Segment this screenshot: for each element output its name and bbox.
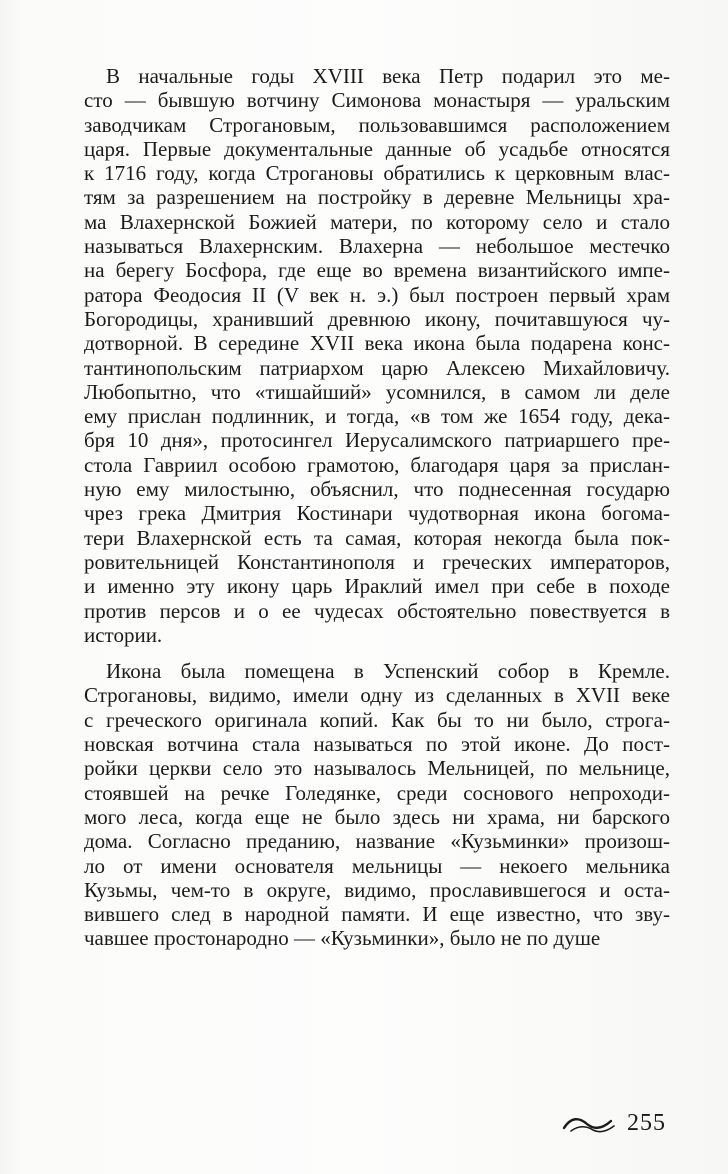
text-line: Кузьмы, чем-то в округе, видимо, прославившегося и оста-	[84, 877, 670, 902]
text-line: мого леса, когда еще не было здесь ни храма, ни барского	[84, 804, 670, 829]
text-line: Икона была помещена в Успенский собор в Кремле.	[106, 659, 670, 684]
text-line: новская вотчина стала называться по этой иконе. До пост-	[84, 732, 670, 757]
text-line: с греческого оригинала копий. Как бы то ни было, строга-	[84, 707, 670, 732]
text-line: В начальные годы XVIII века Петр подарил это ме-	[106, 64, 670, 88]
text-line: стоявшей на речке Голедянке, среди соснового непроходи-	[84, 780, 670, 805]
text-line: Богородицы, хранивший древнюю икону, почитавшуюся чу-	[84, 306, 670, 331]
text-line: Любопытно, что «тишайший» усомнился, в самом ли деле	[84, 379, 670, 404]
paragraph	[84, 659, 670, 951]
text-line: заводчикам Строгановым, пользовавшимся расположением	[84, 112, 670, 137]
text-line: стола Гавриил особою грамотою, благодаря царя за прислан-	[84, 452, 670, 477]
text-line: вившего след в народной памяти. И еще известно, что зву-	[84, 902, 670, 927]
text-line: называться Влахернским. Влахерна — небольшое местечко	[84, 234, 670, 259]
text-line: тям за разрешением на постройку в деревне Мельницы хра-	[84, 185, 670, 210]
paragraph	[84, 64, 670, 647]
text-line: чавшее простонародно — «Кузьминки», было не по душе	[84, 926, 601, 951]
tilde-flourish-icon	[561, 1113, 617, 1135]
text-line: ма Влахернской Божией матери, по которому село и стало	[84, 209, 670, 234]
text-line: дома. Согласно преданию, название «Кузьминки» произош-	[84, 829, 670, 854]
text-line: тери Влахернской есть та самая, которая некогда была пок-	[84, 525, 670, 550]
text-line: ройки церкви село это называлось Мельницей, по мельнице,	[84, 756, 670, 781]
text-line: тантинопольским патриархом царю Алексею Михайловичу.	[84, 355, 670, 380]
text-line: царя. Первые документальные данные об усадьбе относятся	[84, 136, 670, 161]
page-number: 255	[627, 1110, 666, 1136]
text-line: истории.	[84, 622, 163, 647]
text-line: бря 10 дня», протосингел Иерусалимского патриаршего пре-	[84, 428, 670, 453]
text-line: чрез грека Дмитрия Костинари чудотворная икона богома-	[84, 501, 670, 526]
text-line: против персов и о ее чудесах обстоятельно повествуется в	[84, 598, 670, 623]
text-line: к 1716 году, когда Строгановы обратились к церковным влас-	[84, 161, 670, 186]
text-line: и именно эту икону царь Ираклий имел при себе в походе	[84, 574, 670, 599]
page-footer	[561, 1110, 666, 1137]
text-line: ратора Феодосия II (V век н. э.) был построен первый храм	[84, 282, 670, 307]
body-text	[84, 64, 670, 951]
text-line: на берегу Босфора, где еще во времена византийского импе-	[84, 258, 670, 283]
text-line: ло от имени основателя мельницы — некоего мельника	[84, 853, 670, 878]
text-line: Строгановы, видимо, имели одну из сделанных в XVII веке	[84, 683, 670, 708]
text-line: ную ему милостыню, объяснил, что поднесенная государю	[84, 477, 670, 502]
text-line: сто — бывшую вотчину Симонова монастыря — уральским	[84, 88, 670, 113]
text-line: ему прислан подлинник, и тогда, «в том же 1654 году, дека-	[84, 404, 670, 429]
text-line: ровительницей Константинополя и греческих императоров,	[84, 549, 670, 574]
text-line: дотворной. В середине XVII века икона была подарена конс-	[84, 331, 670, 356]
